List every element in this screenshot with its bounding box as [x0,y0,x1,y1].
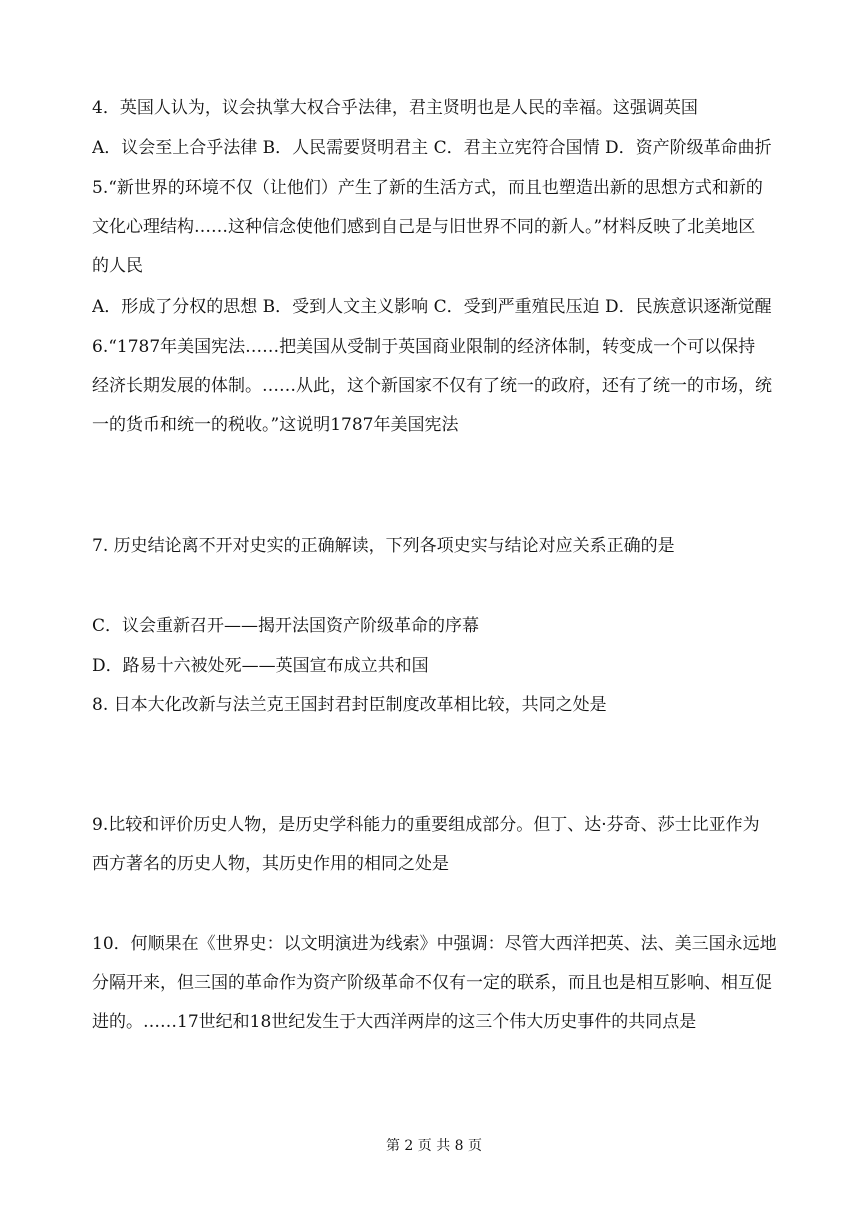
question-4-stem: 4．英国人认为，议会执掌大权合乎法律，君主贤明也是人民的幸福。这强调英国 [92,98,698,118]
question-5-stem-line-3: 的人民 [92,256,143,276]
question-9-stem-line-2: 西方著名的历史人物，其历史作用的相同之处是 [92,854,449,874]
question-6-stem-line-2: 经济长期发展的体制。……从此，这个新国家不仅有了统一的政府，还有了统一的市场，统 [92,376,772,396]
question-7-option-d: D．路易十六被处死——英国宣布成立共和国 [92,656,429,676]
question-6-stem-line-3: 一的货币和统一的税收。”这说明1787年美国宪法 [92,415,459,435]
question-5-options: A．形成了分权的思想 B．受到人文主义影响 C．受到严重殖民压迫 D．民族意识逐渐觉醒 [92,297,772,317]
page-number: 第 2 页 共 8 页 [385,1138,483,1154]
question-8-stem: 8. 日本大化改新与法兰克王国封君封臣制度改革相比较，共同之处是 [92,695,607,715]
question-5-stem-line-2: 文化心理结构……这种信念使他们感到自己是与旧世界不同的新人。”材料反映了北美地区 [92,217,756,237]
question-4-options: A．议会至上合乎法律 B．人民需要贤明君主 C．君主立宪符合国情 D．资产阶级革命曲折 [92,138,772,158]
question-7-option-c: C．议会重新召开——揭开法国资产阶级革命的序幕 [92,616,480,636]
question-10-stem-line-3: 进的。……17世纪和18世纪发生于大西洋两岸的这三个伟大历史事件的共同点是 [92,1012,697,1032]
question-10-stem-line-2: 分隔开来，但三国的革命作为资产阶级革命不仅有一定的联系，而且也是相互影响、相互促 [92,973,772,993]
question-6-stem-line-1: 6.“1787年美国宪法……把美国从受制于英国商业限制的经济体制，转变成一个可以保持 [92,337,756,357]
question-10-stem-line-1: 10．何顺果在《世界史：以文明演进为线索》中强调：尽管大西洋把英、法、美三国永远地 [92,934,777,954]
question-7-stem: 7. 历史结论离不开对史实的正确解读，下列各项史实与结论对应关系正确的是 [92,536,675,556]
question-5-stem-line-1: 5.“新世界的环境不仅（让他们）产生了新的生活方式，而且也塑造出新的思想方式和新的 [92,178,763,198]
question-9-stem-line-1: 9.比较和评价历史人物，是历史学科能力的重要组成部分。但丁、达·芬奇、莎士比亚作为 [92,815,760,835]
